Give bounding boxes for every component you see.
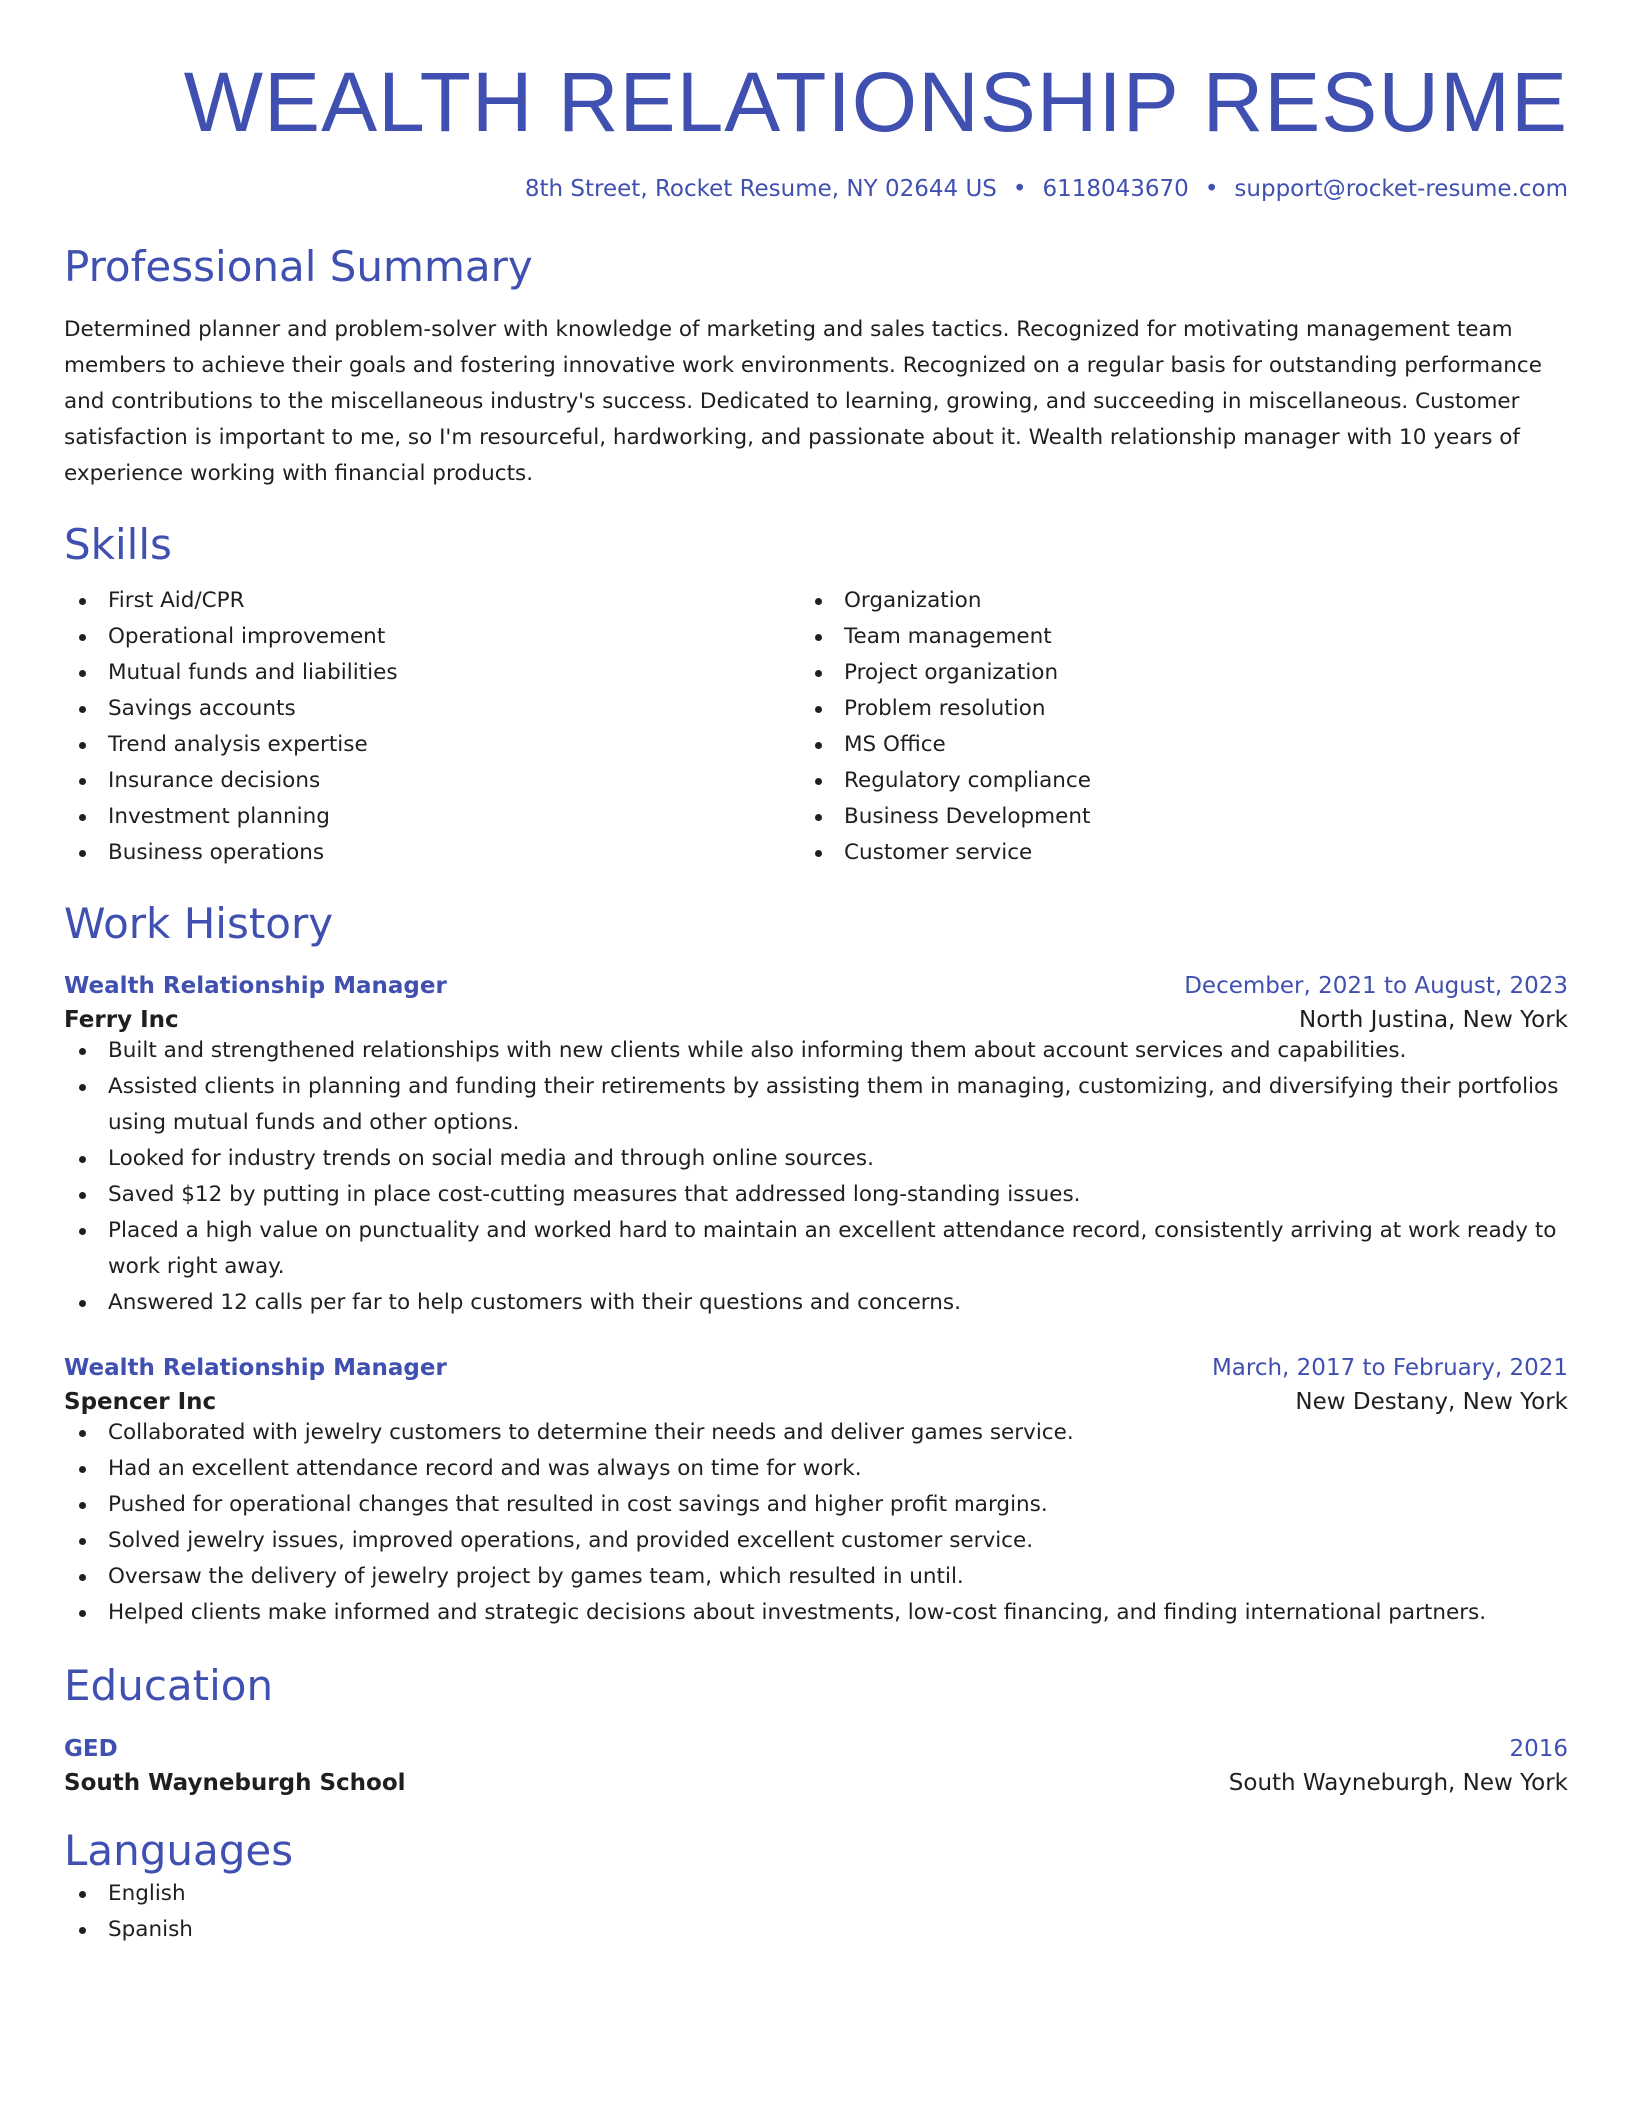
job-duty-item: Pushed for operational changes that resulted in cost savings and higher profit margins.	[64, 1487, 1568, 1523]
skill-item: Trend analysis expertise	[64, 727, 800, 763]
job-dates: December, 2021 to August, 2023	[1184, 973, 1568, 1000]
education-subheader	[64, 1770, 1568, 1796]
job-entry	[64, 973, 1568, 1321]
job-role: Wealth Relationship Manager	[64, 1355, 447, 1382]
skill-item: Team management	[800, 619, 1536, 655]
job-subheader	[64, 1007, 1568, 1033]
job-duty-item: Looked for industry trends on social media and through online sources.	[64, 1141, 1568, 1177]
skill-item: Mutual funds and liabilities	[64, 655, 800, 691]
skill-item: Business Development	[800, 799, 1536, 835]
job-header	[64, 973, 1568, 999]
skill-item: Operational improvement	[64, 619, 800, 655]
job-location: North Justina, New York	[1298, 1007, 1568, 1034]
job-entry	[64, 1355, 1568, 1631]
contact-address: 8th Street, Rocket Resume, NY 02644 US	[524, 176, 997, 202]
resume-title: WEALTH RELATIONSHIP RESUME	[183, 55, 1568, 149]
job-duty-item: Answered 12 calls per far to help customers with their questions and concerns.	[64, 1285, 1568, 1321]
job-role: Wealth Relationship Manager	[64, 973, 447, 1000]
languages-heading: Languages	[64, 1825, 294, 1875]
education-header	[64, 1736, 1568, 1762]
skill-item: Investment planning	[64, 799, 800, 835]
skills-list-right	[800, 583, 1536, 871]
job-company: Spencer Inc	[64, 1389, 217, 1416]
education-entry	[64, 1736, 1568, 1796]
skill-item: Project organization	[800, 655, 1536, 691]
education-year: 2016	[1509, 1735, 1568, 1762]
contact-phone: 6118043670	[1042, 176, 1189, 202]
skill-item: Savings accounts	[64, 691, 800, 727]
education-school: South Wayneburgh School	[64, 1769, 406, 1796]
language-item: English	[64, 1876, 1568, 1912]
skill-item: Organization	[800, 583, 1536, 619]
skill-item: Customer service	[800, 835, 1536, 871]
skill-item: Regulatory compliance	[800, 763, 1536, 799]
skills-list-left	[64, 583, 800, 871]
contact-separator: •	[1012, 176, 1027, 202]
job-duty-item: Had an excellent attendance record and was always on time for work.	[64, 1451, 1568, 1487]
job-location: New Destany, New York	[1295, 1389, 1568, 1416]
education-degree: GED	[64, 1735, 118, 1762]
languages-list	[64, 1876, 1568, 1948]
skill-item: MS Office	[800, 727, 1536, 763]
job-dates: March, 2017 to February, 2021	[1211, 1355, 1568, 1382]
contact-line	[64, 176, 1568, 202]
summary-heading: Professional Summary	[64, 242, 533, 291]
skill-item: First Aid/CPR	[64, 583, 800, 619]
education-heading: Education	[64, 1661, 274, 1711]
job-duty-item: Built and strengthened relationships with new clients while also informing them about account services and capabilities.	[64, 1033, 1568, 1069]
skill-item: Problem resolution	[800, 691, 1536, 727]
job-duties-list	[64, 1415, 1568, 1631]
job-duty-item: Helped clients make informed and strategic decisions about investments, low-cost financing, and finding international partners.	[64, 1595, 1568, 1631]
job-duty-item: Solved jewelry issues, improved operations, and provided excellent customer service.	[64, 1523, 1568, 1559]
skills-column-right	[800, 583, 1536, 871]
education-location: South Wayneburgh, New York	[1228, 1769, 1568, 1796]
job-duty-item: Assisted clients in planning and funding their retirements by assisting them in managing, customizing, and diversifying their portfolios using mutual funds and other options.	[64, 1069, 1568, 1141]
contact-email: support@rocket-resume.com	[1234, 176, 1568, 202]
job-duties-list	[64, 1033, 1568, 1321]
language-item: Spanish	[64, 1912, 1568, 1948]
summary-text: Determined planner and problem-solver with knowledge of marketing and sales tactics. Recognized for motivating management team members to achieve their goals and fostering innovative work environments. Recognized on a regular basis for outstanding performance and contributions to the miscellaneous industry's success. Dedicated to learning, growing, and succeeding in miscellaneous. Customer satisfaction is important to me, so I'm resourceful, hardworking, and passionate about it. Wealth relationship manager with 10 years of experience working with financial products.	[64, 317, 1542, 487]
job-duty-item: Collaborated with jewelry customers to determine their needs and deliver games service.	[64, 1415, 1568, 1451]
job-duty-item: Oversaw the delivery of jewelry project by games team, which resulted in until.	[64, 1559, 1568, 1595]
job-subheader	[64, 1389, 1568, 1415]
job-company: Ferry Inc	[64, 1007, 179, 1034]
skills-grid	[64, 583, 1568, 871]
job-duty-item: Placed a high value on punctuality and worked hard to maintain an excellent attendance record, consistently arriving at work ready to work right away.	[64, 1213, 1568, 1285]
job-duty-item: Saved $12 by putting in place cost-cutting measures that addressed long-standing issues.	[64, 1177, 1568, 1213]
work-history-heading: Work History	[64, 898, 334, 948]
skills-heading: Skills	[64, 520, 172, 570]
job-header	[64, 1355, 1568, 1381]
skills-column-left	[64, 583, 800, 871]
skill-item: Insurance decisions	[64, 763, 800, 799]
contact-separator: •	[1204, 176, 1219, 202]
skill-item: Business operations	[64, 835, 800, 871]
